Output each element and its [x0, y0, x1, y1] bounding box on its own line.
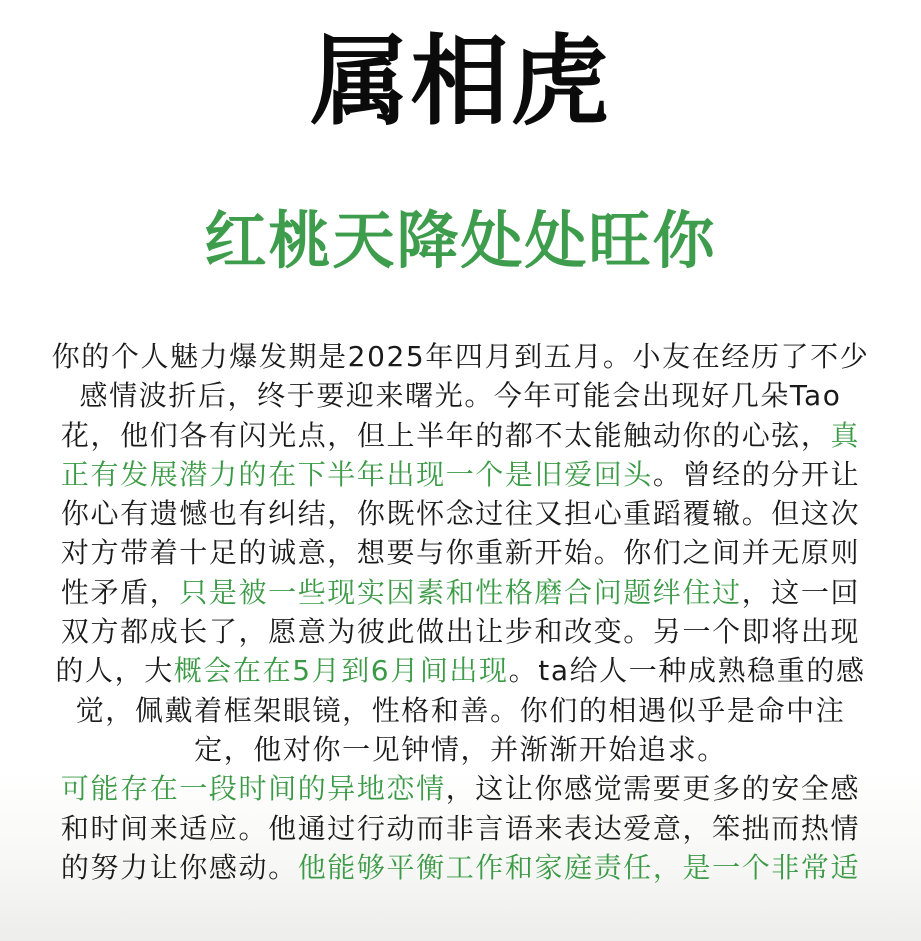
body-text-segment: 。ta给人一种成熟稳重的感 [508, 654, 866, 688]
body-text-segment: 你心有遗憾也有纠结，你既怀念过往又担心重蹈覆辙。但这次 [60, 497, 861, 531]
body-text-segment: 定，他对你一见钟情，并渐渐开始追求。 [194, 732, 727, 766]
body-line [30, 651, 891, 690]
highlighted-text: 真 [830, 418, 861, 452]
body-line [30, 533, 891, 572]
body-line [30, 494, 891, 533]
page-title: 属相虎 [310, 24, 611, 139]
body-line [30, 416, 891, 455]
body-line [30, 848, 891, 887]
body-line [30, 376, 891, 415]
body-text-segment: 感情波折后，终于要迎来曙光。今年可能会出现好几朵Tao [79, 379, 842, 413]
highlighted-text: 概会在在5月到6月间出现 [173, 654, 509, 688]
body-line [30, 455, 891, 494]
article-body [30, 337, 891, 887]
body-text-segment: 对方带着十足的诚意，想要与你重新开始。你们之间并无原则 [60, 536, 861, 570]
body-text-segment: 花，他们各有闪光点，但上半年的都不太能触动你的心弦， [60, 418, 831, 452]
body-text-segment: 双方都成长了，愿意为彼此做出让步和改变。另一个即将出现 [60, 615, 861, 649]
highlighted-text: 可能存在一段时间的异地恋情 [60, 772, 446, 806]
body-text-segment: 性矛盾， [60, 575, 180, 609]
highlighted-text: 他能够平衡工作和家庭责任，是一个非常适 [297, 850, 861, 884]
body-text-segment: ，这让你感觉需要更多的安全感 [445, 772, 861, 806]
body-line [30, 573, 891, 612]
body-line [30, 809, 891, 848]
body-text-segment: 的人，大 [55, 654, 174, 688]
body-line [30, 612, 891, 651]
body-text-segment: 的努力让你感动。 [60, 850, 298, 884]
body-line [30, 691, 891, 730]
body-line [30, 769, 891, 808]
body-text-segment: 和时间来适应。他通过行动而非言语来表达爱意，笨拙而热情 [60, 811, 861, 845]
page-subtitle: 红桃天降处处旺你 [204, 204, 717, 277]
body-text-segment: ，这一回 [741, 575, 861, 609]
body-text-segment: 觉，佩戴着框架眼镜，性格和善。你们的相遇似乎是命中注 [75, 693, 846, 727]
highlighted-text: 只是被一些现实因素和性格磨合问题绊住过 [179, 575, 742, 609]
body-line [30, 337, 891, 376]
body-line [30, 730, 891, 769]
highlighted-text: 正有发展潜力的在下半年出现一个是旧爱回头 [60, 457, 653, 491]
body-text-segment: 你的个人魅力爆发期是2025年四月到五月。小友在经历了不少 [51, 340, 870, 373]
body-text-segment: 。曾经的分开让 [652, 457, 861, 491]
